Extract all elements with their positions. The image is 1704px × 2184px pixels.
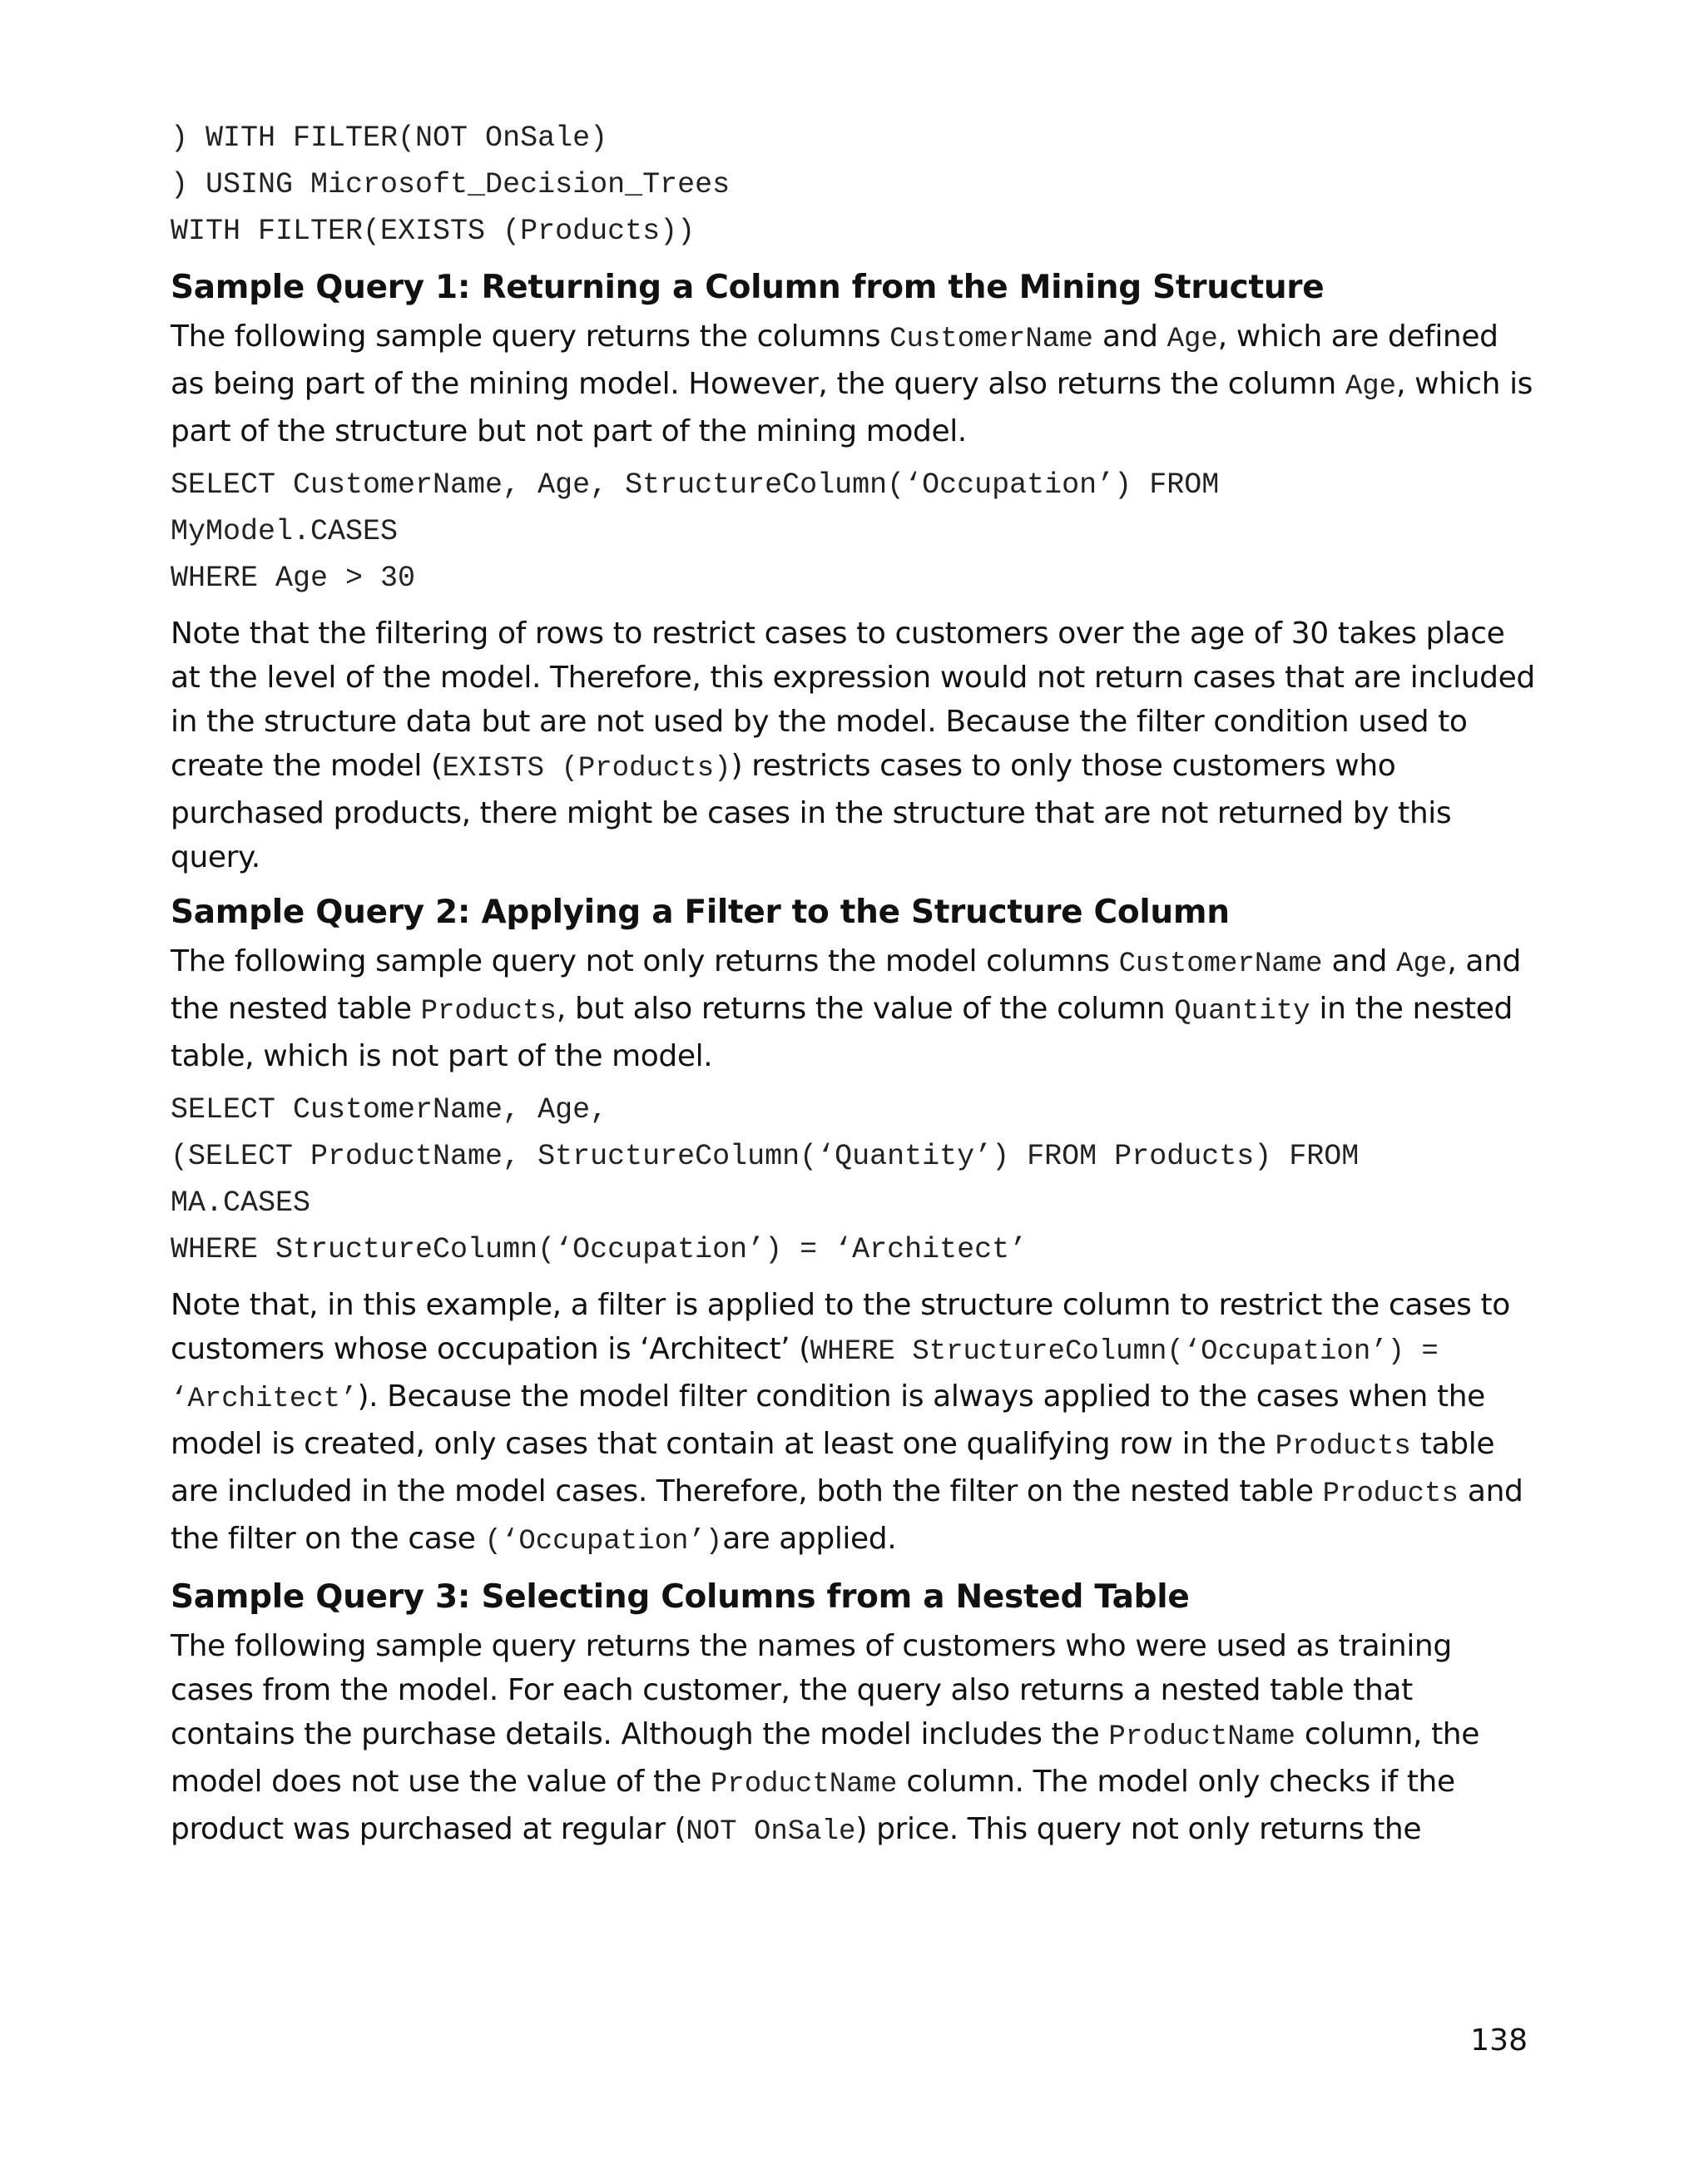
- code-line: WITH FILTER(EXISTS (Products)): [171, 215, 696, 248]
- paragraph: Note that, in this example, a filter is applied to the structure column to restrict the cases to customers whose occupation is ‘Architect’ (WHERE StructureColumn(‘Occupation’) = ‘Architect’). Because the model filter condition is always applied to the cases when the model is created, only cases that contain at least one qualifying row in the Products table are included in the model cases. Therefore, both the filter on the nested table Products and the filter on the case (‘Occupation’)are applied.: [171, 1288, 1523, 1558]
- inline-code: ProductName: [1108, 1721, 1295, 1753]
- page-number: 138: [1470, 2023, 1528, 2058]
- paragraph: The following sample query returns the columns CustomerName and Age, which are defined as being part of the mining model. However, the query also returns the column Age, which is part of the structure but not part of the mining model.: [171, 319, 1533, 448]
- inline-code: CustomerName: [1118, 948, 1323, 980]
- code-line: WHERE Age > 30: [171, 562, 416, 595]
- section-heading: Sample Query 3: Selecting Columns from a Nested Table: [171, 1578, 1190, 1616]
- inline-code: Age: [1167, 324, 1218, 355]
- code-line: ) USING Microsoft_Decision_Trees: [171, 168, 731, 201]
- inline-code: Age: [1396, 948, 1448, 980]
- paragraph: Note that the filtering of rows to restrict cases to customers over the age of 30 takes place at the level of the model. Therefore, this expression would not return cases that are included in the structure data but are not used by the model. Because the filter condition used to create the model (EXISTS (Products)) restricts cases to only those customers who purchased products, there might be cases in the structure that are not returned by this query.: [171, 617, 1535, 874]
- inline-code: Age: [1345, 371, 1397, 403]
- inline-code: WHERE StructureColumn(‘Occupation’) = ‘Architect’: [171, 1336, 1439, 1415]
- paragraph: The following sample query not only returns the model columns CustomerName and Age, and the nested table Products, but also returns the value of the column Quantity in the nested table, which is not part of the model.: [171, 944, 1521, 1073]
- code-line: SELECT CustomerName, Age, StructureColumn(‘Occupation’) FROM: [171, 468, 1220, 502]
- inline-code: ProductName: [710, 1769, 898, 1800]
- section-heading: Sample Query 1: Returning a Column from the Mining Structure: [171, 269, 1325, 306]
- document-page: [171, 115, 1535, 1863]
- code-line: ) WITH FILTER(NOT OnSale): [171, 121, 608, 155]
- inline-code: NOT OnSale: [686, 1816, 856, 1848]
- code-line: (SELECT ProductName, StructureColumn(‘Quantity’) FROM Products) FROM: [171, 1140, 1360, 1173]
- code-line: MyModel.CASES: [171, 515, 399, 548]
- inline-code: Quantity: [1174, 996, 1310, 1028]
- inline-code: Products: [1275, 1431, 1411, 1463]
- inline-code: CustomerName: [889, 324, 1093, 355]
- inline-code: (‘Occupation’): [484, 1526, 723, 1558]
- paragraph: The following sample query returns the names of customers who were used as training cases from the model. For each customer, the query also returns a nested table that contains the purchase details. Although the model includes the ProductName column, the model does not use the value of the ProductName column. The model only checks if the product was purchased at regular (NOT OnSale) price. This query not only returns the: [171, 1629, 1479, 1848]
- inline-code: EXISTS (Products): [442, 753, 731, 785]
- code-line: SELECT CustomerName, Age,: [171, 1093, 608, 1127]
- section-heading: Sample Query 2: Applying a Filter to the Structure Column: [171, 894, 1230, 931]
- inline-code: Products: [1322, 1478, 1459, 1510]
- code-line: WHERE StructureColumn(‘Occupation’) = ‘Architect’: [171, 1233, 1028, 1266]
- inline-code: Products: [420, 996, 557, 1028]
- code-line: MA.CASES: [171, 1186, 311, 1220]
